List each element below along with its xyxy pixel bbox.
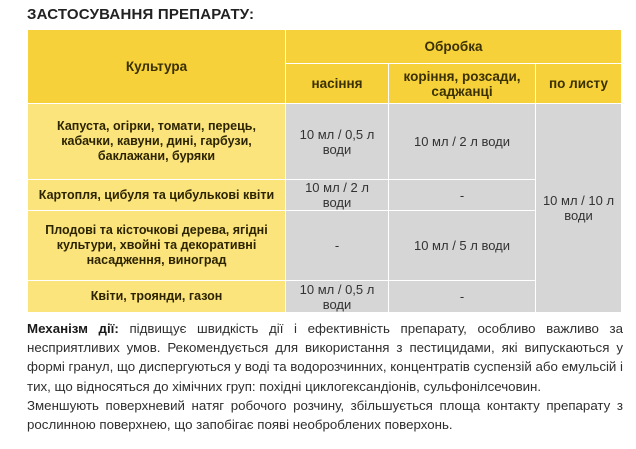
seed-value: 10 мл / 0,5 л води [286, 104, 389, 180]
crop-cell: Квіти, троянди, газон [28, 281, 286, 313]
root-value: 10 мл / 2 л води [389, 104, 536, 180]
application-table [27, 29, 622, 313]
seed-value: 10 мл / 0,5 л води [286, 281, 389, 313]
root-value: - [389, 281, 536, 313]
root-value: - [389, 180, 536, 211]
crop-cell: Капуста, огірки, томати, перець, кабачки, кавуни, дині, гарбузи, баклажани, буряки [28, 104, 286, 180]
section-title: ЗАСТОСУВАННЯ ПРЕПАРАТУ: [27, 6, 255, 23]
root-header: коріння, розсади, саджанці [389, 64, 536, 104]
crop-cell: Плодові та кісточкові дерева, ягідні культури, хвойні та декоративні насадження, виноград [28, 211, 286, 281]
notes-block [27, 319, 623, 434]
culture-header: Культура [28, 30, 286, 104]
root-value: 10 мл / 5 л води [389, 211, 536, 281]
mechanism-label: Механізм дії: [27, 321, 119, 336]
seed-value: 10 мл / 2 л води [286, 180, 389, 211]
surface-tension-paragraph: Зменшують поверхневий натяг робочого розчину, збільшується площа контакту препарату з рослинною поверхнею, що запобігає появі необроблених поверхонь. [27, 397, 623, 433]
mechanism-text: підвищує швидкість дії і ефективність препарату, особливо важливо за несприятливих умов. Рекомендується для використання з пестицидами, які випускаються у формі гранул, що диспергуються у воді та водорозчинних, концентратів суспензій або емульсій і тих, що відносяться до хімічних груп: похідні циклогександіонів, сульфонілсечовин. [27, 321, 623, 394]
mechanism-paragraph [27, 319, 623, 396]
seed-header: насіння [286, 64, 389, 104]
treatment-header: Обробка [286, 30, 622, 64]
crop-cell: Картопля, цибуля та цибулькові квіти [28, 180, 286, 211]
leaf-header: по листу [536, 64, 622, 104]
seed-value: - [286, 211, 389, 281]
leaf-value: 10 мл / 10 л води [536, 104, 622, 313]
